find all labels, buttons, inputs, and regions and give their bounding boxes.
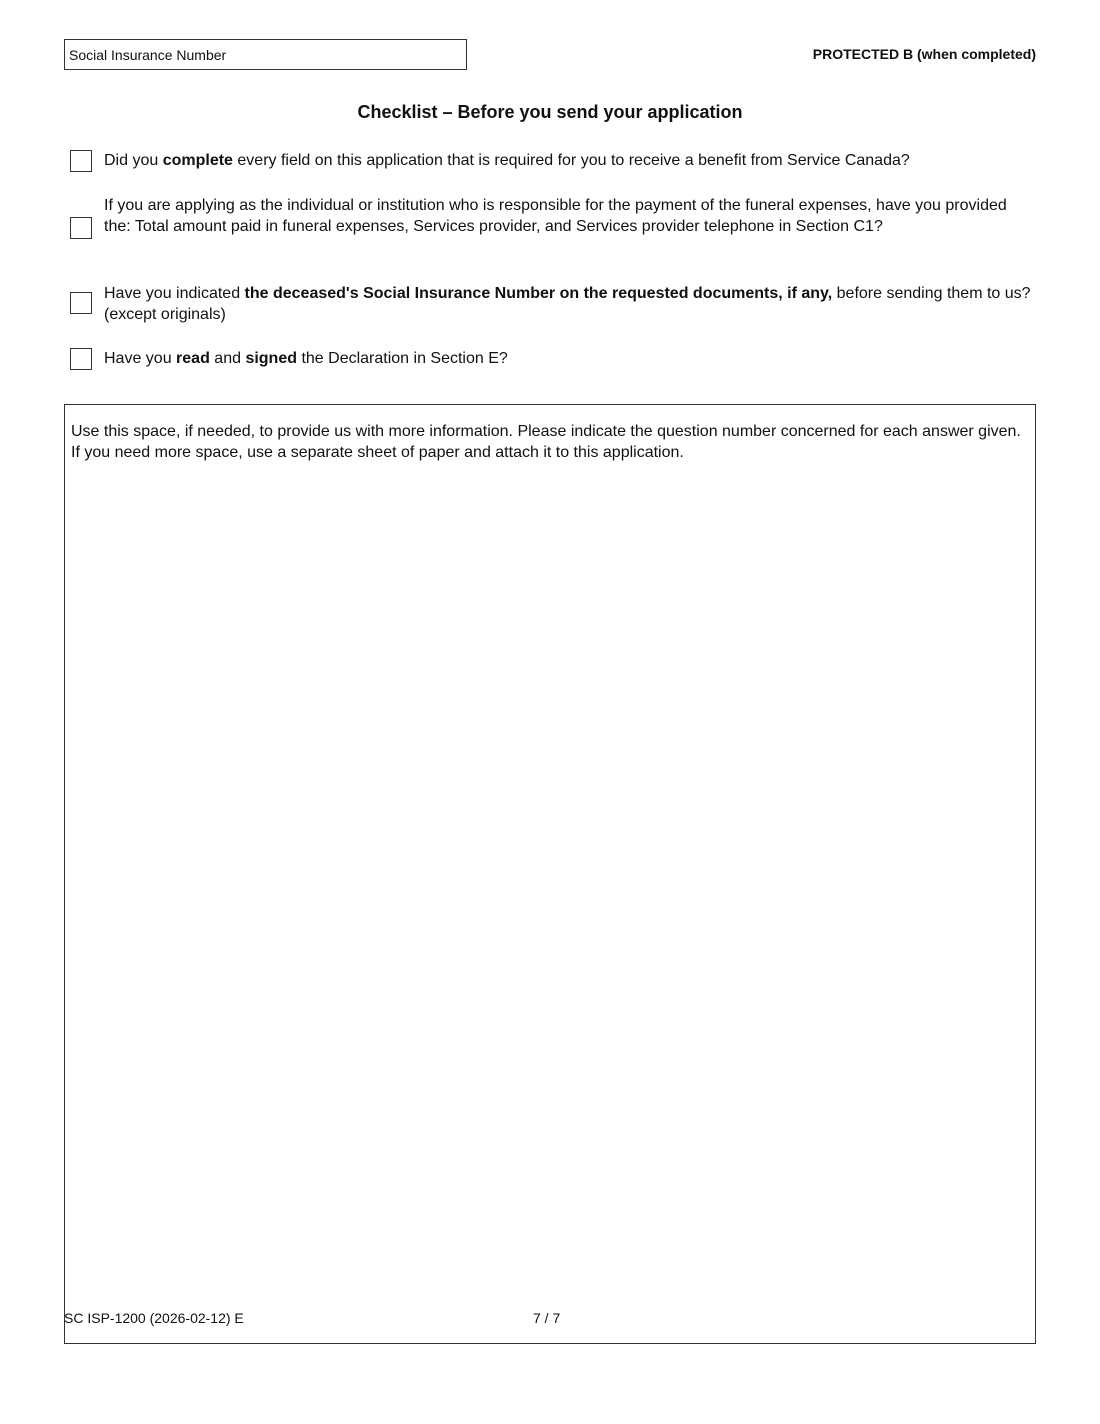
body-text: Did you: [104, 152, 163, 169]
checklist-item-text: [104, 348, 1035, 369]
body-text: the Declaration in Section E?: [297, 350, 508, 367]
emphasis-text: signed: [245, 350, 297, 367]
checklist-item-funeral-expenses: [70, 195, 1035, 259]
sin-field[interactable]: [64, 39, 467, 70]
checklist-item-text: [104, 195, 1035, 237]
emphasis-text: the deceased's Social Insurance Number on the requested documents, if any,: [244, 285, 833, 302]
emphasis-text: complete: [162, 152, 233, 169]
checklist-checkbox-4[interactable]: [70, 348, 92, 370]
body-text: If you are applying as the individual or institution who is responsible for the payment of the funeral expenses, have you provided the: Total amount paid in funeral expenses, Services provider, and Services provider telephone in Section C1?: [104, 197, 1007, 235]
checklist-item-declaration: [70, 348, 1035, 372]
checklist-checkbox-2[interactable]: [70, 217, 92, 239]
protected-b-label: PROTECTED B (when completed): [812, 46, 1036, 62]
checklist-item-deceased-sin: [70, 283, 1035, 327]
body-text: every field on this application that is required for you to receive a benefit from Service Canada?: [232, 152, 910, 169]
emphasis-text: read: [176, 350, 210, 367]
body-text: Have you indicated: [104, 285, 245, 302]
more-information-textarea[interactable]: [69, 469, 1031, 1339]
sin-label: Social Insurance Number: [69, 47, 227, 63]
more-information-instructions: Use this space, if needed, to provide us with more information. Please indicate the question number concerned for each answer given. If you need more space, use a separate sheet of paper and attach it to this application.: [71, 423, 1021, 461]
form-code: SC ISP-1200 (2026-02-12) E: [64, 1310, 244, 1326]
checklist-title: Checklist – Before you send your application: [357, 102, 743, 122]
checklist-checkbox-1[interactable]: [70, 150, 92, 172]
more-information-box: [64, 404, 1036, 1344]
body-text: before sending them to us? (except originals): [104, 285, 1031, 323]
body-text: Have you: [104, 350, 177, 367]
checklist-checkbox-3[interactable]: [70, 292, 92, 314]
checklist-item-text: [104, 283, 1035, 325]
checklist-item-complete-fields: [70, 150, 1035, 174]
body-text: and: [209, 350, 246, 367]
checklist-item-text: [104, 150, 1035, 171]
page-number: 7 / 7: [533, 1310, 561, 1326]
